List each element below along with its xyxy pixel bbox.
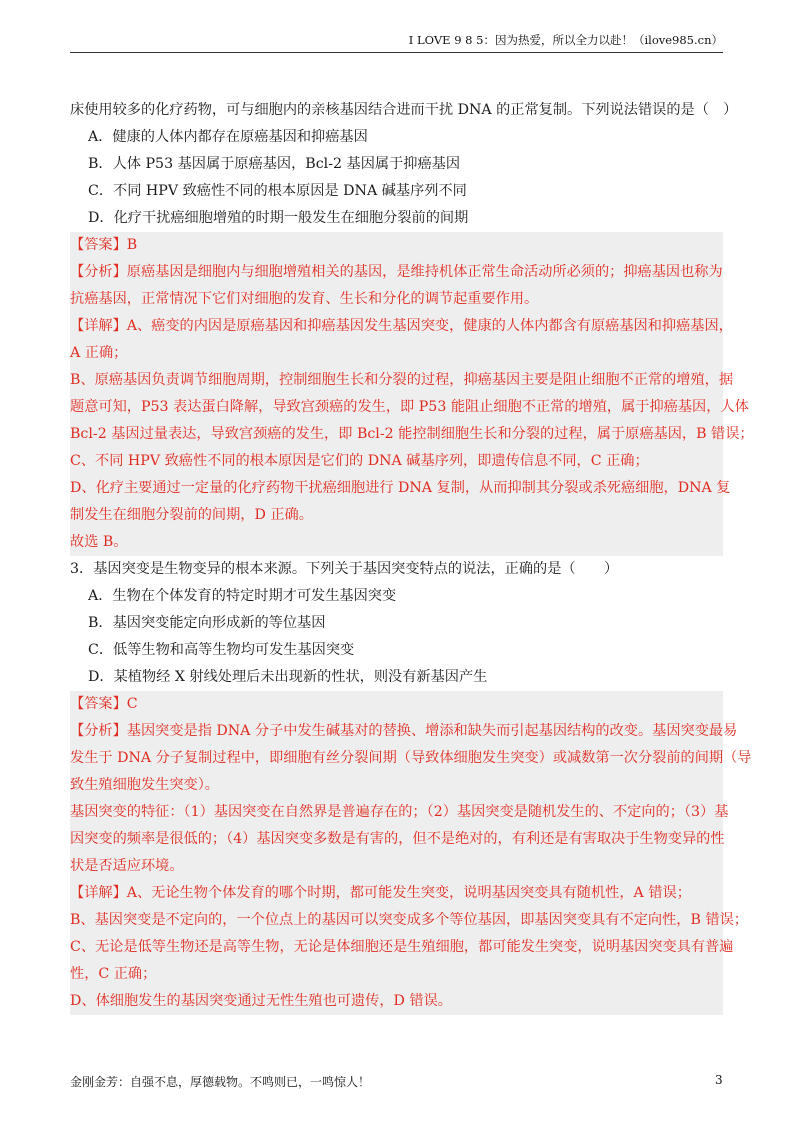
analysis-line: 状是否适应环境。 (70, 858, 184, 874)
question-3-option-c: C．低等生物和高等生物均可发生基因突变 (88, 642, 355, 658)
question-3-option-a: A．生物在个体发育的特定时期才可发生基因突变 (88, 588, 397, 604)
analysis-line: 【分析】原癌基因是细胞内与细胞增殖相关的基因，是维持机体正常生命活动所必须的；抑癌基因也称为 (70, 264, 723, 280)
explanation-line: 【详解】A、无论生物个体发育的哪个时期，都可能发生突变，说明基因突变具有随机性，A 错误； (70, 885, 691, 901)
footer-motto: 金刚金芳：自强不息，厚德载物。不鸣则已，一鸣惊人！ (70, 1075, 371, 1089)
answer-line: 【答案】B (70, 237, 138, 253)
page-content (70, 97, 754, 1015)
explanation-line: 性，C 正确； (70, 966, 157, 982)
question-2-stem: 床使用较多的化疗药物，可与细胞内的亲核基因结合进而干扰 DNA 的正常复制。下列说法错误的是（ ） (70, 102, 738, 118)
analysis-line: 抗癌基因，正常情况下它们对细胞的发育、生长和分化的调节起重要作用。 (70, 291, 539, 307)
explanation-line: C、不同 HPV 致癌性不同的根本原因是它们的 DNA 碱基序列，即遗传信息不同，C 正确； (70, 453, 649, 469)
analysis-line: 发生于 DNA 分子复制过程中，即细胞有丝分裂间期（导致体细胞发生突变）或减数第一次分裂前的间期（导 (70, 750, 752, 766)
question-2-option-a: A．健康的人体内都存在原癌基因和抑癌基因 (88, 129, 368, 145)
question-3-solution (70, 691, 752, 1015)
explanation-line: C、无论是低等生物还是高等生物，无论是体细胞还是生殖细胞，都可能发生突变，说明基因突变具有普遍 (70, 939, 734, 955)
explanation-line: Bcl-2 基因过量表达，导致宫颈癌的发生，即 Bcl-2 能控制细胞生长和分裂的过程，属于原癌基因，B 错误； (70, 426, 754, 442)
explanation-line: A 正确； (70, 345, 128, 361)
answer-line: 【答案】C (70, 696, 138, 712)
explanation-line: D、化疗主要通过一定量的化疗药物干扰癌细胞进行 DNA 复制，从而抑制其分裂或杀死癌细胞，DNA 复 (70, 480, 731, 496)
explanation-line: B、原癌基因负责调节细胞周期，控制细胞生长和分裂的过程，抑癌基因主要是阻止细胞不正常的增殖，据 (70, 372, 734, 388)
header-divider (70, 52, 723, 53)
page-number: 3 (715, 1073, 723, 1087)
question-3-stem: 3．基因突变是生物变异的根本来源。下列关于基因突变特点的说法，正确的是（ ） (70, 561, 619, 577)
explanation-line: B、基因突变是不定向的，一个位点上的基因可以突变成多个等位基因，即基因突变具有不定向性，B 错误； (70, 912, 748, 928)
explanation-line: D、体细胞发生的基因突变通过无性生殖也可遗传，D 错误。 (70, 993, 452, 1009)
explanation-line: 制发生在细胞分裂前的间期，D 正确。 (70, 507, 313, 523)
explanation-line: 题意可知，P53 表达蛋白降解，导致宫颈癌的发生，即 P53 能阻止细胞不正常的增殖，属于抑癌基因，人体 (70, 399, 749, 415)
question-2-option-b: B．人体 P53 基因属于原癌基因，Bcl-2 基因属于抑癌基因 (88, 156, 461, 172)
conclusion-line: 故选 B。 (70, 534, 128, 550)
analysis-line: 【分析】基因突变是指 DNA 分子中发生碱基对的替换、增添和缺失而引起基因结构的改变。基因突变最易 (70, 723, 738, 739)
question-3-option-d: D．某植物经 X 射线处理后未出现新的性状，则没有新基因产生 (88, 669, 488, 685)
question-2-solution (70, 232, 754, 556)
explanation-line: 【详解】A、癌变的内因是原癌基因和抑癌基因发生基因突变，健康的人体内都含有原癌基因和抑癌基因， (70, 318, 733, 334)
question-2-option-d: D．化疗干扰癌细胞增殖的时期一般发生在细胞分裂前的间期 (88, 210, 469, 226)
question-3-option-b: B．基因突变能定向形成新的等位基因 (88, 615, 326, 631)
analysis-line: 致生殖细胞发生突变）。 (70, 777, 219, 793)
page-header: I LOVE 9 8 5：因为热爱，所以全力以赴！（ilove985.cn） (408, 33, 723, 47)
question-2-option-c: C．不同 HPV 致癌性不同的根本原因是 DNA 碱基序列不同 (88, 183, 467, 199)
analysis-line: 因突变的频率是很低的；（4）基因突变多数是有害的，但不是绝对的，有利还是有害取决于生物变异的性 (70, 831, 725, 847)
analysis-line: 基因突变的特征：（1）基因突变在自然界是普遍存在的；（2）基因突变是随机发生的、不定向的；（3）基 (70, 804, 729, 820)
